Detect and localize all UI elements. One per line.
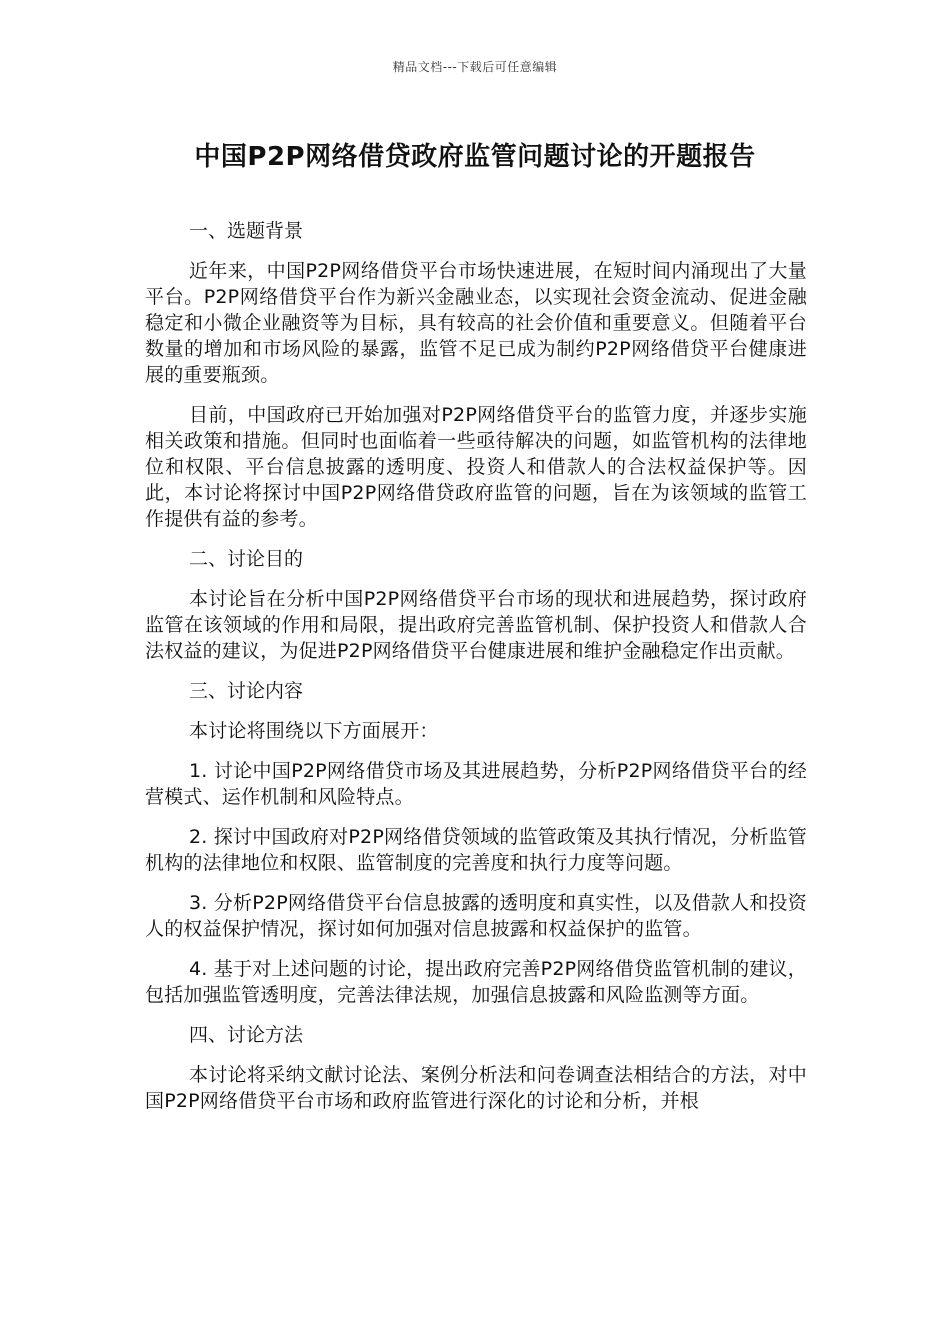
paragraph: 本讨论旨在分析中国P2P网络借贷平台市场的现状和进展趋势，探讨政府监管在该领域的作用和局限，提出政府完善监管机制、保护投资人和借款人合法权益的建议，为促进P2P网络借贷平台健康进展和维护金融稳定作出贡献。: [145, 588, 807, 662]
list-item: 3. 分析P2P网络借贷平台信息披露的透明度和真实性，以及借款人和投资人的权益保护情况，探讨如何加强对信息披露和权益保护的监管。: [145, 892, 807, 940]
section-heading-method: 四、讨论方法: [189, 1024, 304, 1046]
paragraph: 近年来，中国P2P网络借贷平台市场快速进展，在短时间内涌现出了大量平台。P2P网络借贷平台作为新兴金融业态，以实现社会资金流动、促进金融稳定和小微企业融资等为目标，具有较高的社会价值和重要意义。但随着平台数量的增加和市场风险的暴露，监管不足已成为制约P2P网络借贷平台健康进展的重要瓶颈。: [145, 260, 807, 386]
paragraph: 本讨论将围绕以下方面展开：: [189, 720, 439, 742]
list-item: 1. 讨论中国P2P网络借贷市场及其进展趋势，分析P2P网络借贷平台的经营模式、运作机制和风险特点。: [145, 760, 807, 808]
section-heading-background: 一、选题背景: [189, 220, 304, 242]
paragraph: 本讨论将采纳文献讨论法、案例分析法和问卷调查法相结合的方法，对中国P2P网络借贷平台市场和政府监管进行深化的讨论和分析，并根: [145, 1064, 807, 1112]
section-heading-purpose: 二、讨论目的: [189, 548, 304, 570]
list-item: 4. 基于对上述问题的讨论，提出政府完善P2P网络借贷监管机制的建议，包括加强监管透明度，完善法律法规，加强信息披露和风险监测等方面。: [145, 958, 807, 1006]
header-note: 精品文档---下载后可任意编辑: [392, 60, 558, 74]
document-body: [145, 218, 807, 1128]
document-title: 中国P2P网络借贷政府监管问题讨论的开题报告: [194, 142, 756, 172]
list-item: 2. 探讨中国政府对P2P网络借贷领域的监管政策及其执行情况，分析监管机构的法律地位和权限、监管制度的完善度和执行力度等问题。: [145, 826, 807, 874]
section-heading-content: 三、讨论内容: [189, 680, 304, 702]
paragraph: 目前，中国政府已开始加强对P2P网络借贷平台的监管力度，并逐步实施相关政策和措施。但同时也面临着一些亟待解决的问题，如监管机构的法律地位和权限、平台信息披露的透明度、投资人和借款人的合法权益保护等。因此，本讨论将探讨中国P2P网络借贷政府监管的问题，旨在为该领域的监管工作提供有益的参考。: [145, 404, 807, 530]
